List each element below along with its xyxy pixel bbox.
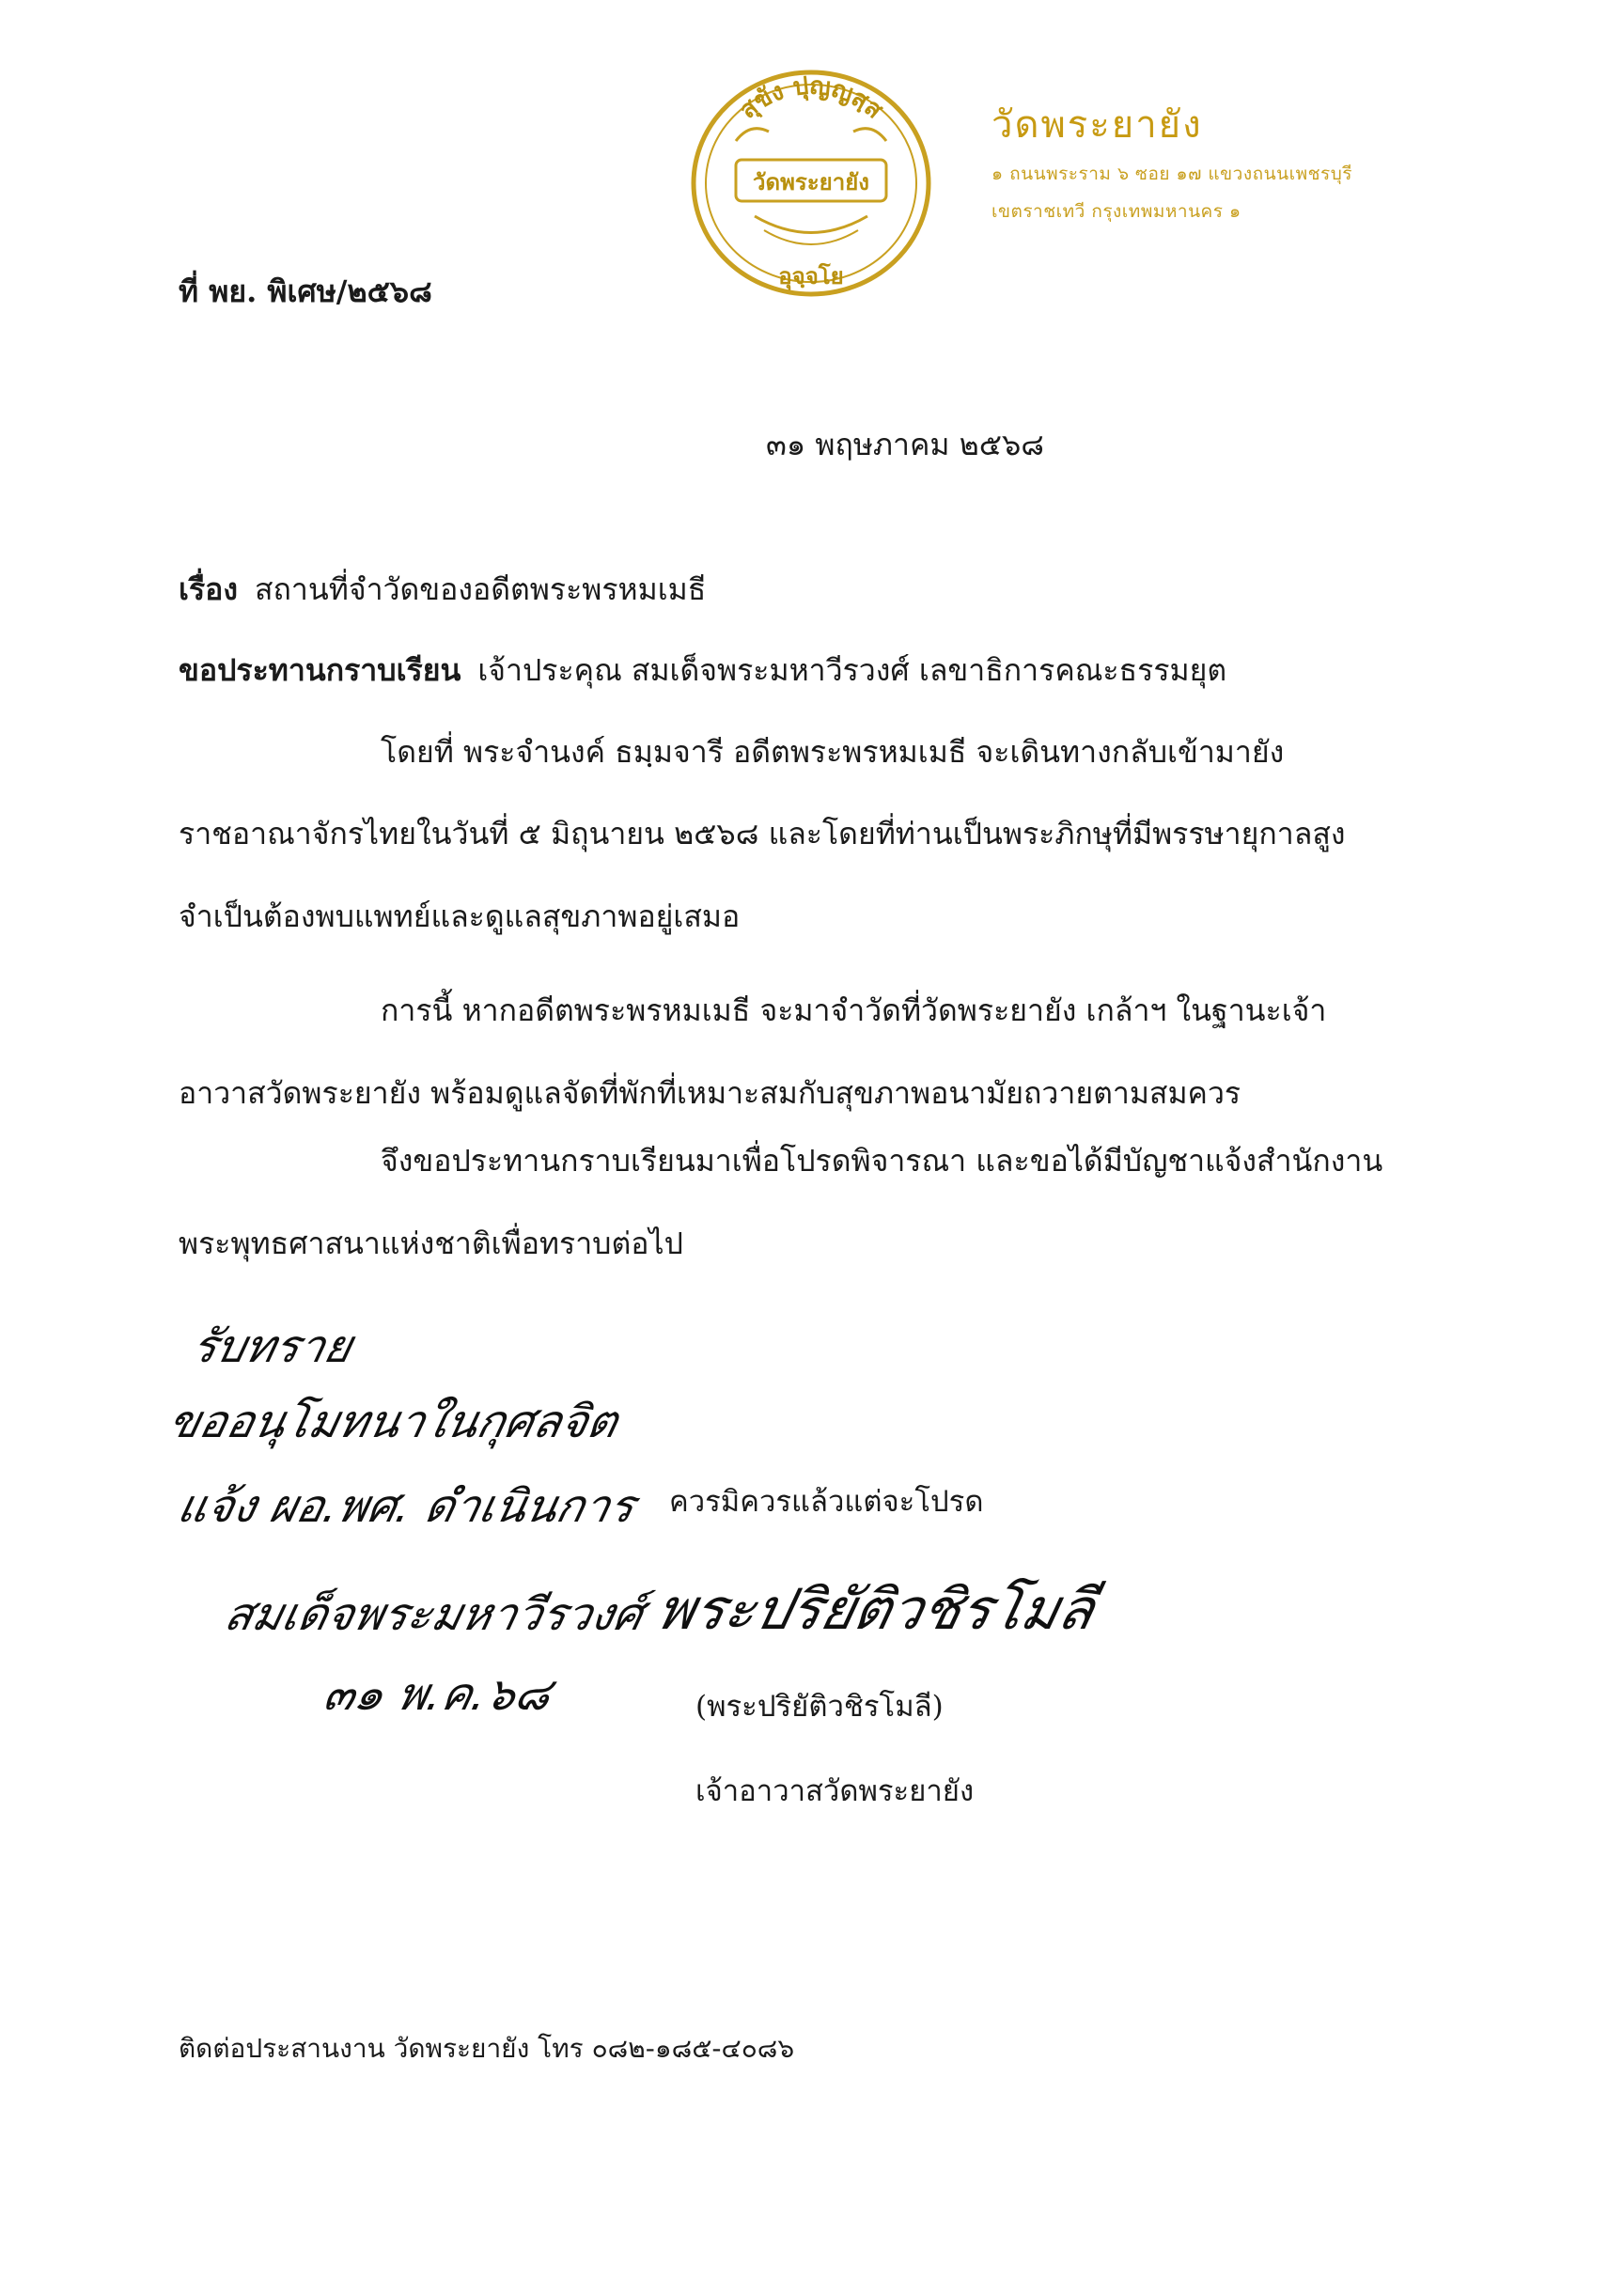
handwritten-note-line: รับทราย (187, 1320, 357, 1373)
subject-line (179, 566, 706, 614)
body-line: ราชอาณาจักรไทยในวันที่ ๕ มิถุนายน ๒๕๖๘ และโดยที่ท่านเป็นพระภิกษุที่มีพรรษายุกาลสูง (179, 816, 1346, 851)
signer-title: เจ้าอาวาสวัดพระยายัง (695, 1774, 975, 1808)
addressee-line (179, 647, 1226, 695)
body-line: พระพุทธศาสนาแห่งชาติเพื่อทราบต่อไป (179, 1226, 683, 1261)
svg-text:สุขัง ปุญญสฺส (734, 71, 888, 125)
handwritten-note-line: แจ้ง ผอ.พศ. ดำเนินการ (173, 1480, 640, 1533)
body-line: การนี้ หากอดีตพระพรหมเมธี จะมาจำวัดที่วัดพระยายัง เกล้าฯ ในฐานะเจ้า (381, 992, 1327, 1028)
contact-info: ติดต่อประสานงาน วัดพระยายัง โทร ๐๘๒-๑๘๕-๔๐๘๖ (179, 2033, 795, 2064)
temple-address-line1: ๑ ถนนพระราม ๖ ซอย ๑๗ แขวงถนนเพชรบุรี (992, 164, 1352, 184)
body-line: โดยที่ พระจำนงค์ ธมฺมจารี อดีตพระพรหมเมธี จะเดินทางกลับเข้ามายัง (381, 734, 1285, 770)
body-line: อาวาสวัดพระยายัง พร้อมดูแลจัดที่พักที่เหมาะสมกับสุขภาพอนามัยถวายตามสมควร (179, 1075, 1241, 1111)
signer-name: (พระปริยัติวชิรโมลี) (695, 1690, 944, 1724)
letter-date: ๓๑ พฤษภาคม ๒๕๖๘ (766, 427, 1044, 462)
body-line: จึงขอประทานกราบเรียนมาเพื่อโปรดพิจารณา และขอได้มีบัญชาแจ้งสำนักงาน (381, 1143, 1383, 1179)
seal-text-bottom: อุจฺจโย (778, 263, 844, 289)
reference-number: ที่ พย. พิเศษ/๒๕๖๘ (179, 273, 432, 309)
temple-seal (684, 66, 938, 301)
addressee-text: เจ้าประคุณ สมเด็จพระมหาวีรวงศ์ เลขาธิการคณะธรรมยุต (477, 652, 1227, 688)
temple-address-line2: เขตราชเทวี กรุงเทพมหานคร ๑ (992, 201, 1241, 222)
body-line: จำเป็นต้องพบแพทย์และดูแลสุขภาพอยู่เสมอ (179, 898, 741, 934)
subject-label: เรื่อง (179, 571, 238, 607)
seal-text-center: วัดพระยายัง (753, 168, 869, 195)
handwritten-note-line: ขออนุโมทนาในกุศลจิต (164, 1396, 623, 1448)
subject-text: สถานที่จำวัดของอดีตพระพรหมเมธี (254, 571, 707, 607)
signature: พระปริยัติวชิรโมลี (650, 1577, 1101, 1643)
seal-text-top: สุขัง ปุญญสฺส (734, 71, 888, 125)
addressee-label: ขอประทานกราบเรียน (179, 652, 461, 688)
handwritten-note-line: ๓๑ พ.ค.๖๘ (319, 1668, 556, 1721)
handwritten-note-line: สมเด็จพระมหาวีรวงศ์ (220, 1588, 648, 1641)
approval-text: ควรมิควรแล้วแต่จะโปรด (669, 1485, 984, 1519)
temple-name: วัดพระยายัง (992, 103, 1203, 147)
